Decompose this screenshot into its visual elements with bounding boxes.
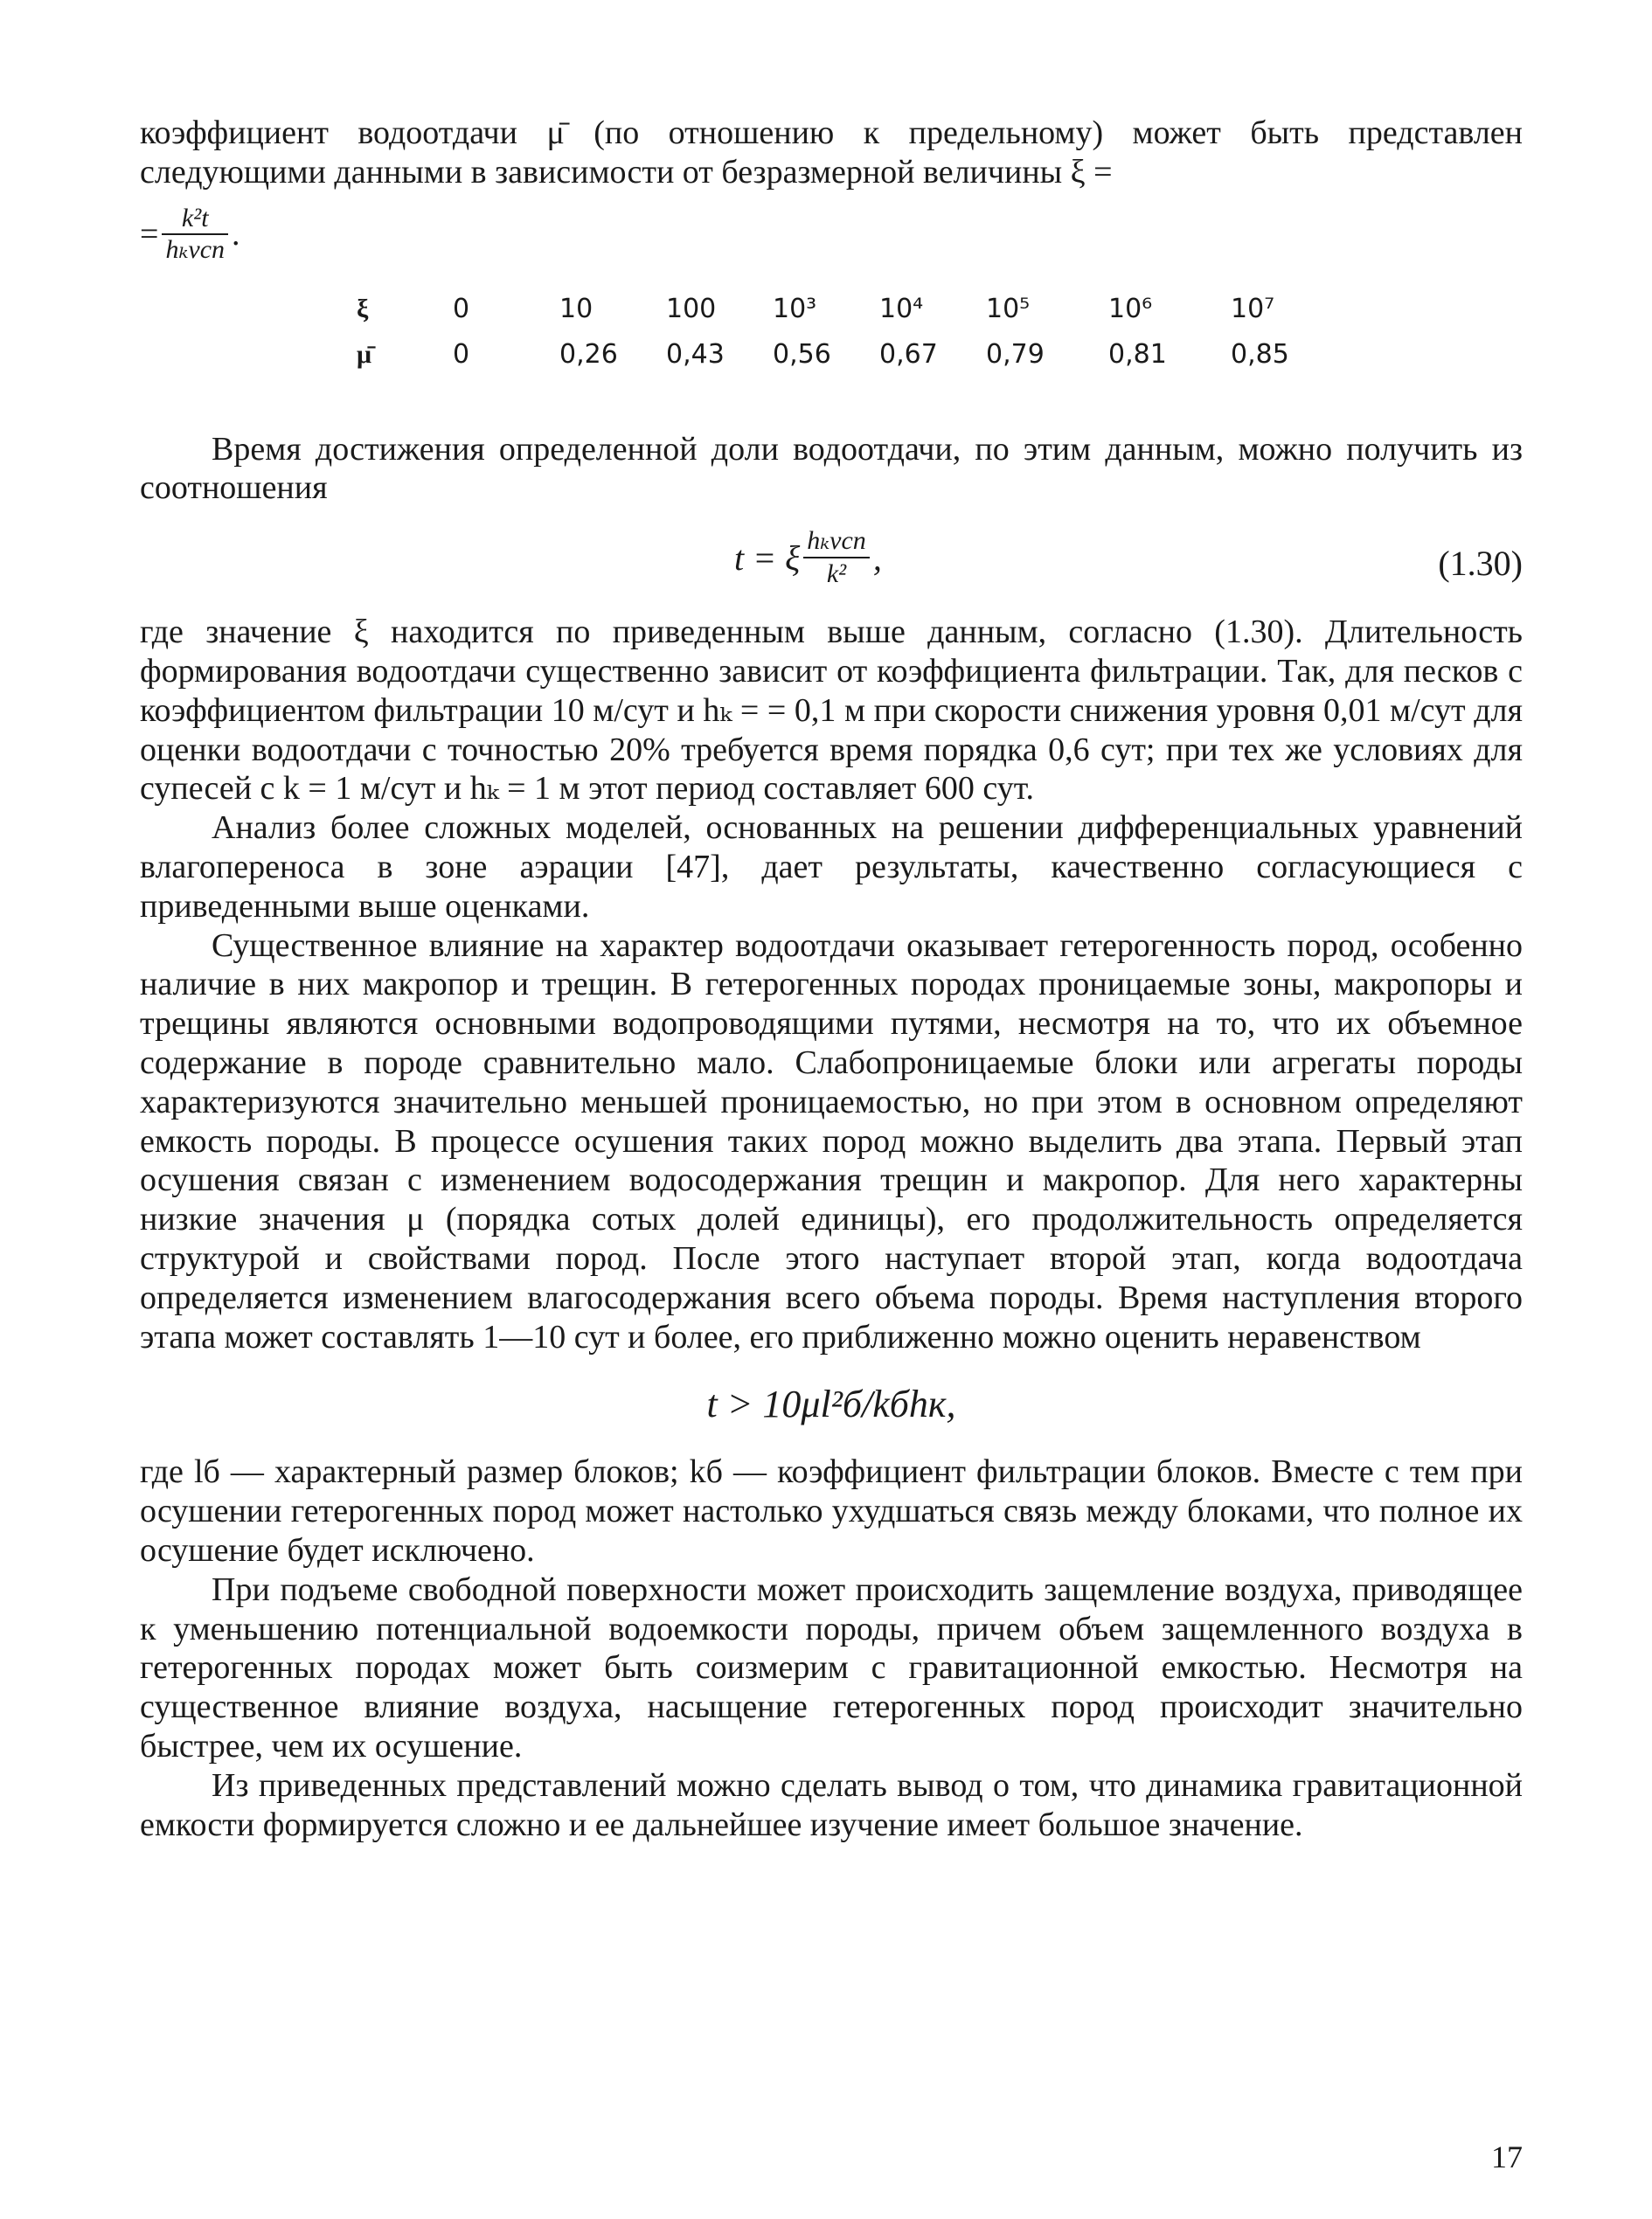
xi-mu-table <box>357 287 1309 378</box>
formula-expression <box>734 525 882 590</box>
spacer <box>140 378 1523 430</box>
table-cell: 0 <box>453 339 470 371</box>
time-paragraph: Время достижения определенной доли водоотдачи, по этим данным, можно получить из соотношения <box>140 430 1523 507</box>
formula-denominator: k² <box>803 557 870 590</box>
formula-1-30 <box>140 508 1523 613</box>
table-cell: 0,79 <box>986 339 1045 371</box>
formula-lhs: t = ξ <box>734 537 801 578</box>
table-cell: 10⁵ <box>986 294 1031 325</box>
page-body <box>140 114 1523 1844</box>
xi-def-fraction <box>162 204 228 265</box>
table-row-mu <box>357 332 1309 378</box>
formula-numerator: hₖvсп <box>807 526 866 556</box>
xi-def-prefix: = <box>140 215 159 253</box>
table-header-xi: ξ <box>357 294 369 323</box>
table-cell: 0 <box>453 294 470 325</box>
table-cell: 0,26 <box>559 339 618 371</box>
table-cell: 0,81 <box>1108 339 1167 371</box>
table-header-mu: μ̄ <box>357 339 372 369</box>
table-cell: 0,43 <box>666 339 725 371</box>
xi-def-denominator: hₖvсп <box>162 233 228 265</box>
xi-def-numerator: k²t <box>181 203 209 232</box>
table-cell: 10³ <box>773 294 817 325</box>
paragraph-where-xi: где значение ξ находится по приведенным выше данным, согласно (1.30). Длительность формирования водоотдачи существенно зависит от коэффициента фильтрации. Так, для песков с коэффициентом фильтрации 10 м/сут и hₖ = = 0,1 м при скорости снижения уровня 0,01 м/сут для оценки водоотдачи с точностью 20% требуется время порядка 0,6 сут; при тех же условиях для супесей с k = 1 м/сут и hₖ = 1 м этот период составляет 600 сут. <box>140 614 1523 808</box>
intro-paragraph: коэффициент водоотдачи μ̄ (по отношению к предельному) может быть представлен следующими данными в зависимости от безразмерной величины ξ = <box>140 114 1523 191</box>
table-cell: 0,85 <box>1231 339 1289 371</box>
paragraph-block-size: где lб — характерный размер блоков; kб — коэффициент фильтрации блоков. Вместе с тем при осушении гетерогенных пород может настолько ухудшаться связь между блоками, что полное их осушение будет исключено. <box>140 1453 1523 1569</box>
xi-definition <box>140 192 1523 276</box>
paragraph-heterogeneity: Существенное влияние на характер водоотдачи оказывает гетерогенность пород, особенно наличие в них макропор и трещин. В гетерогенных породах проницаемые зоны, макропоры и трещины являются основными водопроводящими путями, несмотря на то, что их объемное содержание в породе сравнительно мало. Слабопроницаемые блоки или агрегаты породы характеризуются значительно меньшей проницаемостью, но при этом в основном определяют емкость породы. В процессе осушения таких пород можно выделить два этапа. Первый этап осушения связан с изменением водосодержания трещин и макропор. Для него характерны низкие значения μ (порядка сотых долей единицы), его продолжительность определяется структурой и свойствами пород. После этого наступает второй этап, когда водоотдача определяется изменением влагосодержания всего объема породы. Время наступления второго этапа может составлять 1—10 сут и более, его приближенно можно оценить неравенством <box>140 926 1523 1356</box>
table-cell: 10⁶ <box>1108 294 1153 325</box>
page-number: 17 <box>1491 2139 1523 2174</box>
table-cell: 0,67 <box>879 339 938 371</box>
table-cell: 10⁴ <box>879 294 924 325</box>
inequality-formula: t > 10μl²б/kбhк, <box>706 1383 956 1426</box>
table-cell: 100 <box>666 294 717 325</box>
paragraph-conclusion: Из приведенных представлений можно сделать вывод о том, что динамика гравитационной емкости формируется сложно и ее дальнейшее изучение имеет большое значение. <box>140 1766 1523 1843</box>
formula-fraction <box>803 525 870 590</box>
formula-comma: , <box>872 537 882 578</box>
table-cell: 10⁷ <box>1231 294 1275 325</box>
xi-def-suffix: . <box>232 215 240 253</box>
paragraph-analysis: Анализ более сложных моделей, основанных на решении дифференциальных уравнений влагопереноса в зоне аэрации [47], дает результаты, качественно согласующиеся с приведенными выше оценками. <box>140 809 1523 925</box>
table-cell: 0,56 <box>773 339 831 371</box>
equation-number: (1.30) <box>1438 544 1523 584</box>
table-row-xi <box>357 287 1309 332</box>
table-cell: 10 <box>559 294 593 325</box>
paragraph-air-entrapment: При подъеме свободной поверхности может происходить защемление воздуха, приводящее к уменьшению потенциальной водоемкости породы, причем объем защемленного воздуха в гетерогенных породах может быть соизмерим с гравитационной емкостью. Несмотря на существенное влияние воздуха, насыщение гетерогенных пород происходит значительно быстрее, чем их осушение. <box>140 1571 1523 1765</box>
